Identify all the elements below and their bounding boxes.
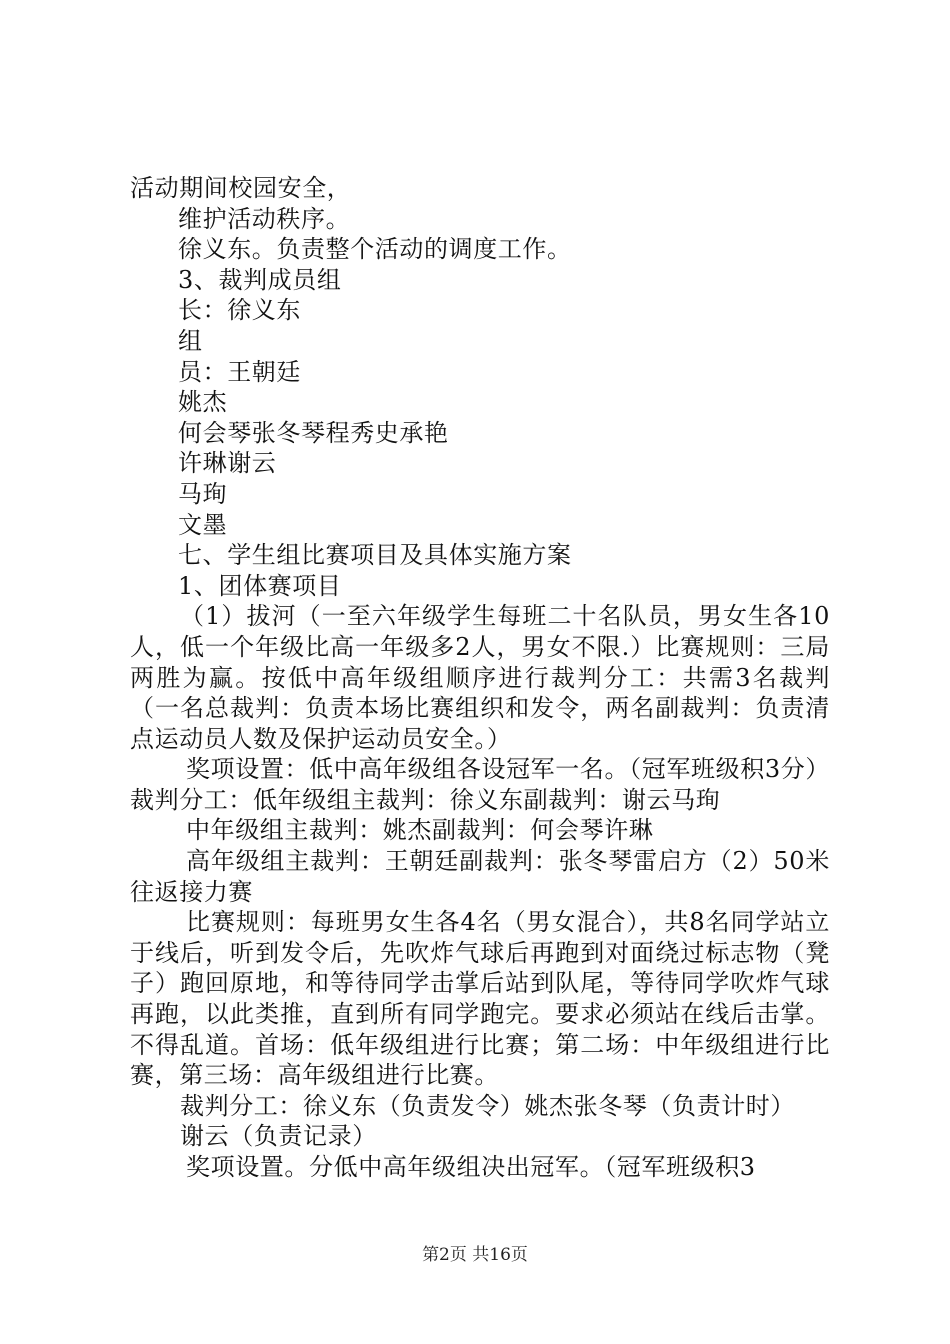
text-line: 员：王朝廷 <box>178 357 301 386</box>
text-line: 文墨 <box>178 510 228 539</box>
paragraph-relay-rules: 比赛规则：每班男女生各4名（男女混合），共8名同学站立于线后，听到发令后，先吹炸气球后再跑到对面绕过标志物（凳子）跑回原地，和等待同学击掌后站到队尾，等待同学吹炸气球再跑，以此类推，直到所有同学跑完。要求必须站在线后击掌。不得乱道。首场：低年级组进行比赛；第二场：中年级组进行比赛，第三场：高年级组进行比赛。 <box>130 908 830 1090</box>
paragraph-referees-senior: 高年级组主裁判：王朝廷副裁判：张冬琴雷启方（2）50米往返接力赛 <box>130 847 830 906</box>
paragraph-relay-referees: 裁判分工：徐义东（负责发令）姚杰张冬琴（负责计时） <box>180 1091 795 1120</box>
document-body <box>130 173 830 1183</box>
text-line: 姚杰 <box>178 388 228 417</box>
text-line: 许琳谢云 <box>178 449 277 478</box>
text-line: 活动期间校园安全， <box>130 174 352 202</box>
text-line: 何会琴张冬琴程秀史承艳 <box>178 418 449 447</box>
paragraph-relay-recorder: 谢云（负责记录） <box>180 1122 377 1151</box>
page-footer: 第2页 共16页 <box>422 1245 528 1265</box>
text-line: 马珣 <box>178 479 228 508</box>
paragraph-referees-middle: 中年级组主裁判：姚杰副裁判：何会琴许琳 <box>186 816 654 845</box>
section-heading: 七、学生组比赛项目及具体实施方案 <box>178 541 572 570</box>
section-heading: 1、团体赛项目 <box>178 571 342 600</box>
text-line: 维护活动秩序。 <box>178 204 351 233</box>
text-line: 组 <box>178 326 203 355</box>
text-line: 徐义东。负责整个活动的调度工作。 <box>178 235 572 264</box>
paragraph-awards: 奖项设置：低中高年级组各设冠军一名。（冠军班级积3分）裁判分工：低年级组主裁判：徐义东副裁判：谢云马珣 <box>130 755 830 814</box>
paragraph-tug-of-war: （1）拔河（一至六年级学生每班二十名队员，男女生各10人，低一个年级比高一年级多2人，男女不限.）比赛规则：三局两胜为赢。按低中高年级组顺序进行裁判分工：共需3名裁判（一名总裁判：负责本场比赛组织和发令，两名副裁判：负责清点运动员人数及保护运动员安全。） <box>130 602 830 753</box>
text-line: 长：徐义东 <box>178 296 301 325</box>
paragraph-relay-awards: 奖项设置。分低中高年级组决出冠军。（冠军班级积3 <box>186 1153 756 1181</box>
section-heading: 3、裁判成员组 <box>178 265 342 294</box>
